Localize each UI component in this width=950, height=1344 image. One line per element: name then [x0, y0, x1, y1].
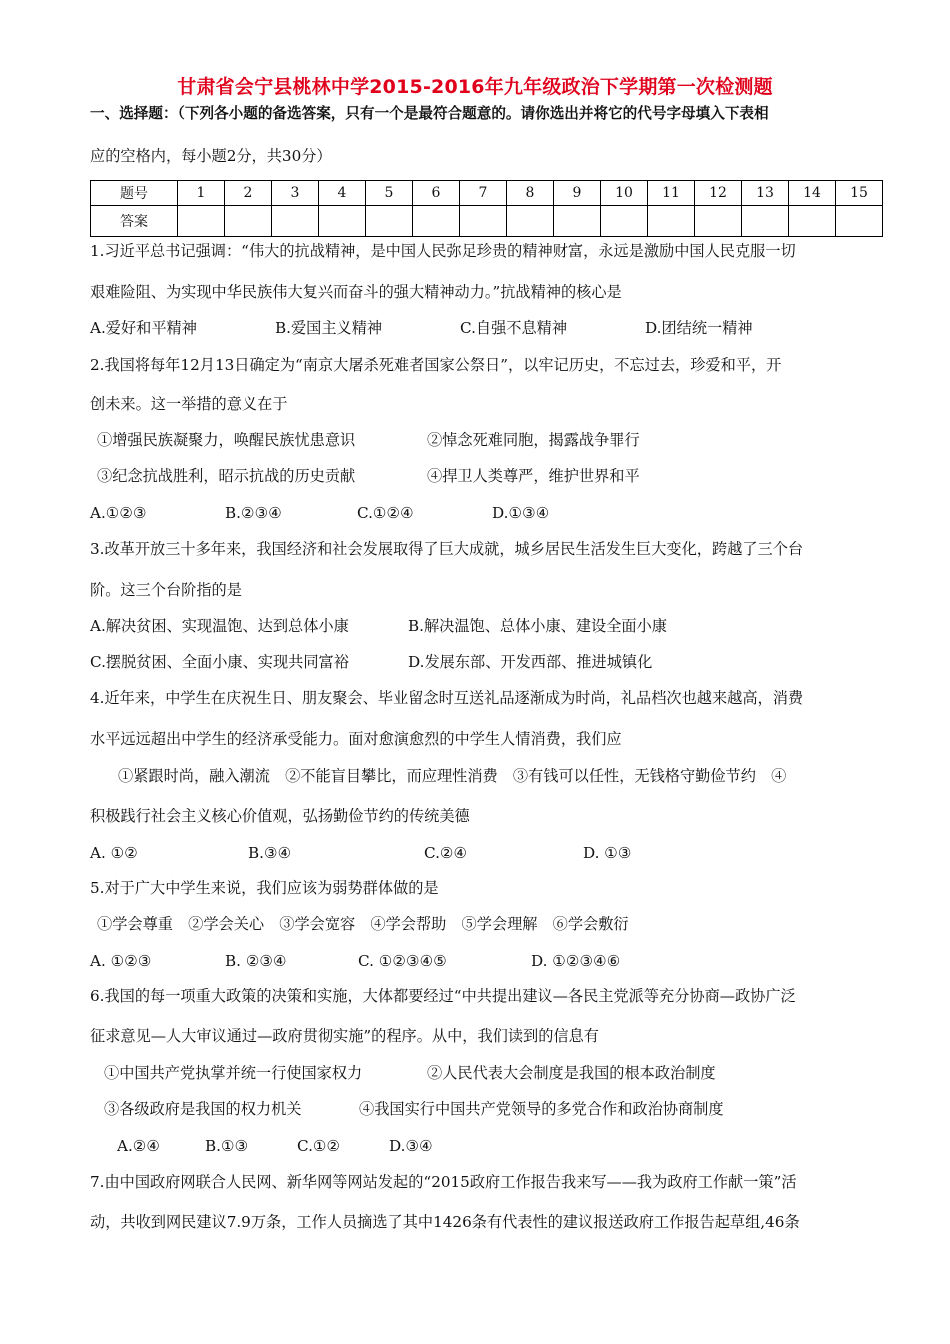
question-number-cell: 11 [648, 181, 695, 206]
question-number-cell: 12 [695, 181, 742, 206]
answer-cell[interactable] [742, 206, 789, 237]
answer-cell[interactable] [319, 206, 366, 237]
q2-statement-2: ②悼念死难同胞，揭露战争罪行 [427, 431, 640, 449]
answer-table-answer-row [91, 206, 883, 237]
q4-options [90, 843, 890, 863]
q2-option-a[interactable]: A.①②③ [90, 504, 147, 522]
question-number-cell: 14 [789, 181, 836, 206]
answer-cell[interactable] [648, 206, 695, 237]
answer-cell[interactable] [789, 206, 836, 237]
q3-option-b[interactable]: B.解决温饱、总体小康、建设全面小康 [408, 617, 667, 635]
answer-cell[interactable] [178, 206, 225, 237]
q6-statement-2: ②人民代表大会制度是我国的根本政治制度 [427, 1064, 716, 1082]
q2-stem-line1: 2.我国将每年12月13日确定为“南京大屠杀死难者国家公祭日”，以牢记历史，不忘过去，珍爱和平，开 [90, 356, 782, 374]
q2-statement-1: ①增强民族凝聚力，唤醒民族忧患意识 [97, 431, 356, 449]
q5-option-b[interactable]: B. ②③④ [225, 952, 287, 970]
q3-stem-line2: 阶。这三个台阶指的是 [90, 581, 242, 599]
q3-option-a[interactable]: A.解决贫困、实现温饱、达到总体小康 [90, 617, 349, 635]
q1-options [90, 318, 890, 338]
q1-stem-line2: 艰难险阻、为实现中华民族伟大复兴而奋斗的强大精神动力。”抗战精神的核心是 [90, 283, 622, 301]
q4-option-c[interactable]: C.②④ [424, 844, 468, 862]
answer-cell[interactable] [507, 206, 554, 237]
question-number-cell: 3 [272, 181, 319, 206]
q3-option-c[interactable]: C.摆脱贫困、全面小康、实现共同富裕 [90, 653, 349, 671]
q6-statements-row1 [104, 1063, 904, 1083]
q2-option-c[interactable]: C.①②④ [357, 504, 414, 522]
q4-option-a[interactable]: A. ①② [90, 844, 138, 862]
answer-cell[interactable] [601, 206, 648, 237]
q6-statement-1: ①中国共产党执掌并统一行使国家权力 [104, 1064, 363, 1082]
question-number-cell: 9 [554, 181, 601, 206]
section1-heading-line2: 应的空格内，每小题2分，共30分） [90, 147, 332, 165]
q6-statements-row2 [104, 1099, 904, 1119]
q1-option-a[interactable]: A.爱好和平精神 [90, 319, 197, 337]
question-number-cell: 2 [225, 181, 272, 206]
q6-option-b[interactable]: B.①③ [205, 1137, 249, 1155]
q6-statement-4: ④我国实行中国共产党领导的多党合作和政治协商制度 [359, 1100, 724, 1118]
q5-option-c[interactable]: C. ①②③④⑤ [358, 952, 447, 970]
answer-cell[interactable] [225, 206, 272, 237]
q2-statements-row1 [97, 430, 897, 450]
q6-stem-line1: 6.我国的每一项重大政策的决策和实施，大体都要经过“中共提出建议—各民主党派等充分协商—政协广泛 [90, 987, 796, 1005]
q6-option-d[interactable]: D.③④ [389, 1137, 433, 1155]
section1-heading-line1: 一、选择题：（下列各小题的备选答案，只有一个是最符合题意的。请你选出并将它的代号字母填入下表相 [90, 105, 769, 122]
q7-stem-line2: 动，共收到网民建议7.9万条，工作人员摘选了其中1426条有代表性的建议报送政府工作报告起草组,46条 [90, 1213, 800, 1231]
q4-option-b[interactable]: B.③④ [248, 844, 292, 862]
exam-title: 甘肃省会宁县桃林中学2015-2016年九年级政治下学期第一次检测题 [177, 76, 773, 98]
answer-cell[interactable] [554, 206, 601, 237]
q4-option-d[interactable]: D. ①③ [583, 844, 632, 862]
q6-statement-3: ③各级政府是我国的权力机关 [104, 1100, 302, 1118]
q6-option-c[interactable]: C.①② [297, 1137, 341, 1155]
answer-cell[interactable] [695, 206, 742, 237]
question-number-cell: 5 [366, 181, 413, 206]
q5-stem: 5.对于广大中学生来说，我们应该为弱势群体做的是 [90, 879, 439, 897]
q4-statements-line2: 积极践行社会主义核心价值观，弘扬勤俭节约的传统美德 [90, 807, 470, 825]
q6-option-a[interactable]: A.②④ [117, 1137, 161, 1155]
q2-statement-3: ③纪念抗战胜利，昭示抗战的历史贡献 [97, 467, 356, 485]
answer-row-label: 答案 [91, 206, 178, 237]
q2-options [90, 503, 890, 523]
q2-statements-row2 [97, 466, 897, 486]
q2-option-d[interactable]: D.①③④ [492, 504, 550, 522]
answer-cell[interactable] [366, 206, 413, 237]
q1-option-c[interactable]: C.自强不息精神 [460, 319, 568, 337]
question-number-cell: 10 [601, 181, 648, 206]
question-number-cell: 7 [460, 181, 507, 206]
q5-option-a[interactable]: A. ①②③ [90, 952, 152, 970]
question-number-cell: 13 [742, 181, 789, 206]
answer-cell[interactable] [460, 206, 507, 237]
question-number-cell: 8 [507, 181, 554, 206]
q2-stem-line2: 创未来。这一举措的意义在于 [90, 395, 288, 413]
q3-options-row2 [90, 652, 890, 672]
q5-statements: ①学会尊重 ②学会关心 ③学会宽容 ④学会帮助 ⑤学会理解 ⑥学会敷衍 [97, 915, 629, 933]
q6-stem-line2: 征求意见—人大审议通过—政府贯彻实施”的程序。从中，我们读到的信息有 [90, 1027, 599, 1045]
q3-stem-line1: 3.改革开放三十多年来，我国经济和社会发展取得了巨大成就，城乡居民生活发生巨大变化，跨越了三个台 [90, 540, 804, 558]
q5-option-d[interactable]: D. ①②③④⑥ [531, 952, 621, 970]
question-number-cell: 6 [413, 181, 460, 206]
answer-table [90, 180, 883, 237]
question-number-cell: 4 [319, 181, 366, 206]
q3-options-row1 [90, 616, 890, 636]
answer-cell[interactable] [836, 206, 883, 237]
q3-option-d[interactable]: D.发展东部、开发西部、推进城镇化 [408, 653, 653, 671]
number-row-label: 题号 [91, 181, 178, 206]
q7-stem-line1: 7.由中国政府网联合人民网、新华网等网站发起的“2015政府工作报告我来写——我为政府工作献一策”活 [90, 1173, 797, 1191]
question-number-cell: 1 [178, 181, 225, 206]
q5-options [90, 951, 890, 971]
q2-statement-4: ④捍卫人类尊严，维护世界和平 [427, 467, 640, 485]
q1-stem-line1: 1.习近平总书记强调：“伟大的抗战精神，是中国人民弥足珍贵的精神财富，永远是激励中国人民克服一切 [90, 242, 796, 260]
question-number-cell: 15 [836, 181, 883, 206]
q2-option-b[interactable]: B.②③④ [225, 504, 282, 522]
q4-statements-line1: ①紧跟时尚，融入潮流 ②不能盲目攀比，而应理性消费 ③有钱可以任性，无钱格守勤俭节约 ④ [118, 767, 787, 785]
answer-cell[interactable] [272, 206, 319, 237]
answer-cell[interactable] [413, 206, 460, 237]
answer-table-number-row [91, 181, 883, 206]
q4-stem-line1: 4.近年来，中学生在庆祝生日、朋友聚会、毕业留念时互送礼品逐渐成为时尚，礼品档次也越来越高，消费 [90, 689, 804, 707]
q6-options [117, 1136, 917, 1156]
q4-stem-line2: 水平远远超出中学生的经济承受能力。面对愈演愈烈的中学生人情消费，我们应 [90, 730, 622, 748]
q1-option-b[interactable]: B.爱国主义精神 [275, 319, 383, 337]
q1-option-d[interactable]: D.团结统一精神 [645, 319, 753, 337]
